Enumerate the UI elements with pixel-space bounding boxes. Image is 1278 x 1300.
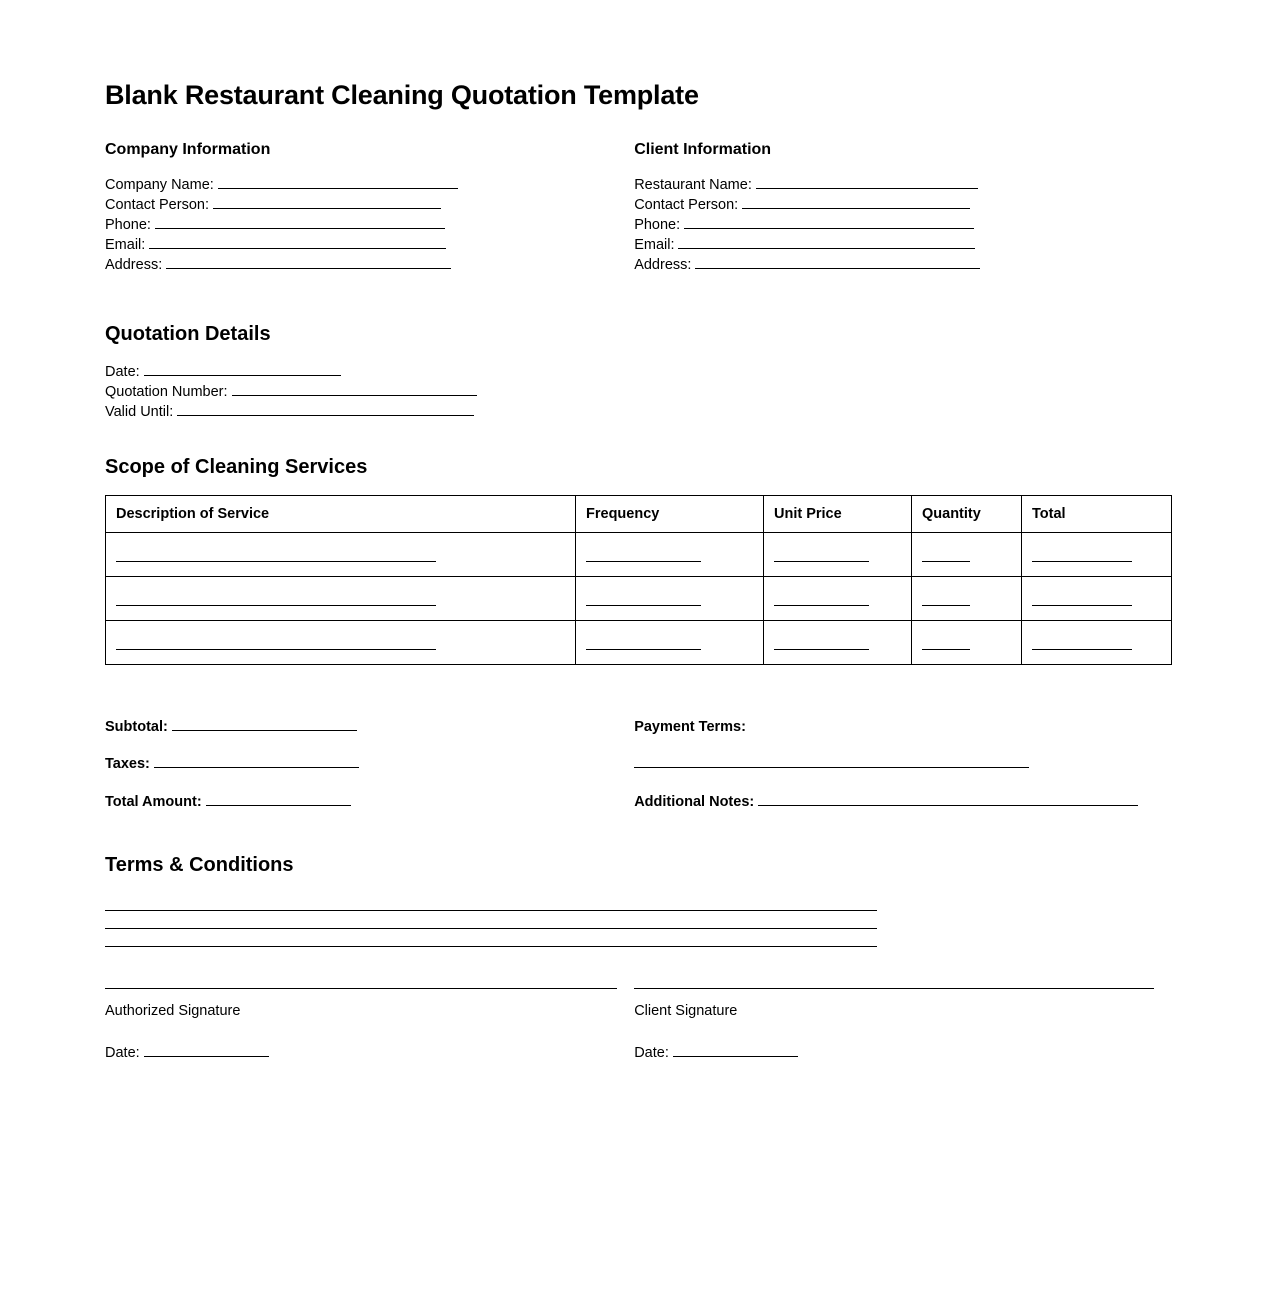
field-total-amount-input[interactable]	[206, 791, 351, 806]
field-company-phone-label: Phone:	[105, 217, 151, 233]
cell-unit-price[interactable]	[764, 533, 912, 577]
field-payment-terms	[634, 716, 1173, 739]
cell-description-input[interactable]	[116, 635, 436, 650]
client-signature-date-input[interactable]	[673, 1043, 798, 1057]
client-signature-label: Client Signature	[634, 1003, 738, 1019]
field-valid-until	[105, 402, 1173, 422]
signature-section	[105, 987, 1173, 1061]
field-company-email-label: Email:	[105, 237, 146, 253]
terms-lines	[105, 893, 1173, 947]
field-client-email-label: Email:	[634, 237, 675, 253]
field-company-phone	[105, 215, 634, 235]
field-additional-notes-input[interactable]	[758, 791, 1138, 806]
contact-information-section	[105, 141, 1173, 275]
field-valid-until-label: Valid Until:	[105, 404, 174, 420]
cell-frequency-input[interactable]	[586, 635, 701, 650]
cell-total-input[interactable]	[1032, 635, 1132, 650]
column-header-unit-price: Unit Price	[764, 496, 912, 533]
field-company-email	[105, 235, 634, 255]
column-header-quantity: Quantity	[912, 496, 1022, 533]
cell-unit-price-input[interactable]	[774, 635, 869, 650]
field-client-address	[634, 255, 1173, 275]
cell-frequency[interactable]	[576, 533, 764, 577]
field-restaurant-name	[634, 175, 1173, 195]
cell-description-input[interactable]	[116, 591, 436, 606]
field-client-phone-label: Phone:	[634, 217, 681, 233]
field-company-contact-person-input[interactable]	[213, 195, 441, 209]
company-information-block	[105, 141, 634, 275]
authorized-signature-label: Authorized Signature	[105, 1003, 241, 1019]
cell-frequency[interactable]	[576, 621, 764, 665]
cell-unit-price-input[interactable]	[774, 547, 869, 562]
field-payment-terms-input[interactable]	[634, 753, 1029, 768]
field-restaurant-name-label: Restaurant Name:	[634, 177, 752, 193]
field-quotation-date-label: Date:	[105, 364, 140, 380]
field-total-amount	[105, 791, 634, 814]
client-signature-line[interactable]	[634, 987, 1154, 989]
table-header-row	[106, 496, 1172, 533]
column-header-description: Description of Service	[106, 496, 576, 533]
table-row	[106, 533, 1172, 577]
field-quotation-number-label: Quotation Number:	[105, 384, 228, 400]
quotation-details-heading: Quotation Details	[105, 323, 271, 345]
cell-description[interactable]	[106, 533, 576, 577]
field-quotation-date	[105, 362, 1173, 382]
field-taxes-input[interactable]	[154, 753, 359, 768]
cell-frequency-input[interactable]	[586, 547, 701, 562]
field-additional-notes	[634, 791, 1173, 814]
field-taxes	[105, 753, 634, 776]
field-company-name	[105, 175, 634, 195]
cell-total-input[interactable]	[1032, 591, 1132, 606]
field-client-phone-input[interactable]	[684, 215, 974, 229]
company-information-heading: Company Information	[105, 141, 271, 158]
table-row	[106, 577, 1172, 621]
field-client-contact-person-label: Contact Person:	[634, 197, 739, 213]
field-company-address-label: Address:	[105, 257, 163, 273]
field-client-email	[634, 235, 1173, 255]
field-taxes-label: Taxes:	[105, 756, 150, 772]
cell-quantity[interactable]	[912, 577, 1022, 621]
field-payment-terms-label: Payment Terms:	[634, 718, 746, 735]
field-company-contact-person	[105, 195, 634, 215]
terms-heading: Terms & Conditions	[105, 854, 294, 876]
quotation-details-section	[105, 323, 1173, 422]
totals-left-block	[105, 701, 634, 828]
field-company-contact-person-label: Contact Person:	[105, 197, 209, 213]
field-client-address-label: Address:	[634, 257, 692, 273]
client-signature-date-label: Date:	[634, 1045, 669, 1061]
field-client-contact-person	[634, 195, 1173, 215]
cell-unit-price[interactable]	[764, 621, 912, 665]
cell-unit-price[interactable]	[764, 577, 912, 621]
page-title: Blank Restaurant Cleaning Quotation Template	[105, 80, 699, 110]
terms-line[interactable]	[105, 911, 877, 929]
client-information-heading: Client Information	[634, 141, 772, 158]
column-header-frequency: Frequency	[576, 496, 764, 533]
authorized-signature-block	[105, 987, 634, 1061]
scope-of-services-section	[105, 456, 1173, 665]
field-subtotal-label: Subtotal:	[105, 718, 168, 735]
terms-and-conditions-section	[105, 854, 1173, 947]
cell-description[interactable]	[106, 621, 576, 665]
cell-quantity-input[interactable]	[922, 591, 970, 606]
cell-quantity[interactable]	[912, 533, 1022, 577]
cell-frequency-input[interactable]	[586, 591, 701, 606]
cell-unit-price-input[interactable]	[774, 591, 869, 606]
cell-description[interactable]	[106, 577, 576, 621]
field-company-phone-input[interactable]	[155, 215, 445, 229]
field-quotation-number-input[interactable]	[232, 382, 477, 396]
field-client-contact-person-input[interactable]	[742, 195, 970, 209]
field-client-email-input[interactable]	[678, 235, 975, 249]
terms-line[interactable]	[105, 929, 877, 947]
cell-total[interactable]	[1022, 621, 1172, 665]
cell-total[interactable]	[1022, 577, 1172, 621]
field-company-name-input[interactable]	[218, 175, 458, 189]
column-header-total: Total	[1022, 496, 1172, 533]
client-information-block	[634, 141, 1173, 275]
client-signature-date	[634, 1043, 1173, 1061]
terms-line[interactable]	[105, 893, 877, 911]
cell-total-input[interactable]	[1032, 547, 1132, 562]
cell-quantity[interactable]	[912, 621, 1022, 665]
client-signature-block	[634, 987, 1173, 1061]
cell-quantity-input[interactable]	[922, 547, 970, 562]
field-company-email-input[interactable]	[149, 235, 446, 249]
field-additional-notes-label: Additional Notes:	[634, 793, 755, 810]
field-company-address	[105, 255, 634, 275]
cell-frequency[interactable]	[576, 577, 764, 621]
table-row	[106, 621, 1172, 665]
scope-of-services-heading: Scope of Cleaning Services	[105, 456, 368, 478]
field-client-phone	[634, 215, 1173, 235]
field-company-address-input[interactable]	[166, 255, 451, 269]
cell-total[interactable]	[1022, 533, 1172, 577]
authorized-signature-date-input[interactable]	[144, 1043, 269, 1057]
field-client-address-input[interactable]	[695, 255, 980, 269]
field-payment-terms-input-row	[634, 753, 1173, 776]
field-total-amount-label: Total Amount:	[105, 793, 202, 810]
field-subtotal-input[interactable]	[172, 716, 357, 731]
cell-quantity-input[interactable]	[922, 635, 970, 650]
authorized-signature-date	[105, 1043, 634, 1061]
cell-description-input[interactable]	[116, 547, 436, 562]
field-company-name-label: Company Name:	[105, 177, 214, 193]
totals-right-block	[634, 701, 1173, 828]
authorized-signature-date-label: Date:	[105, 1045, 140, 1061]
totals-section	[105, 701, 1173, 828]
field-restaurant-name-input[interactable]	[756, 175, 978, 189]
field-quotation-date-input[interactable]	[144, 362, 341, 376]
field-valid-until-input[interactable]	[177, 402, 474, 416]
field-quotation-number	[105, 382, 1173, 402]
authorized-signature-line[interactable]	[105, 987, 617, 989]
services-table	[105, 495, 1172, 665]
field-subtotal	[105, 716, 634, 739]
